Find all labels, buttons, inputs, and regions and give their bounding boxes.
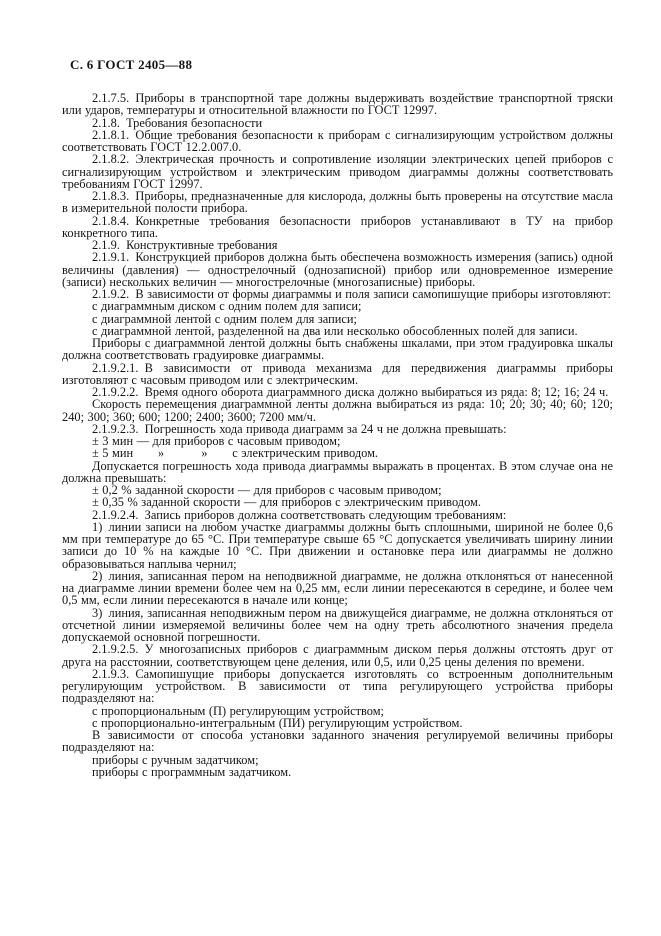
paragraph: с диаграммной лентой с одним полем для записи; [92,311,357,326]
paragraph: ± 3 мин — для приборов с часовым приводом; [92,434,341,448]
paragraph: ± 0,35 % заданной скорости — для приборов с электрическим приводом. [92,495,481,510]
paragraph: Скорость перемещения диаграммной ленты должна выбираться из ряда: 10; 20; 30; 40; 60; 120; 240; 300; 360; 600; 1200; 2400; 3600; 7200 мм/ч. [62,397,613,424]
paragraph: 2.1.7.5. Приборы в транспортной таре должны выдерживать воздействие транспортной тряски или ударов, температуры и относительной влажности по ГОСТ 12997. [62,91,613,118]
paragraph: 2.1.9.2.5. У многозаписных приборов с диаграммным диском перья должны отстоять друг от друга на расстоянии, соответствующем цене деления, или 0,5, или 0,25 цены деления по времени. [62,642,613,669]
paragraph: 2.1.8.3. Приборы, предназначенные для кислорода, должны быть проверены на отсутствие масла в измерительной полости прибора. [62,189,613,216]
paragraph: 2.1.8.1. Общие требования безопасности к приборам с сигнализирующим устройством должны соответствовать ГОСТ 12.2.007.0. [62,127,613,154]
paragraph: 1) линии записи на любом участке диаграммы должны быть сплошными, шириной не более 0,6 мм при температуре до 65 °С. При температуре свыше 65 °С допускается увеличивать ширину линии записи до 10 % на каждые 10 °С. При движении и остановке пера или диаграммы не должно образовываться наплыва чернил; [62,519,613,571]
paragraph: 2.1.9.2.4. Запись приборов должна соответствовать следующим требованиям: [92,507,507,522]
paragraph: приборы с ручным задатчиком; [92,752,259,767]
paragraph: с диаграммной лентой, разделенной на два или несколько обособленных полей для записи. [92,323,578,338]
paragraph: 2.1.9.3. Самопишущие приборы допускается изготовлять со встроенным дополнительным регулирующим устройством. В зависимости от типа регулирующего устройства приборы подразделяют на: [62,666,613,706]
paragraph: Допускается погрешность хода привода диаграммы выражать в процентах. В этом случае она не должна превышать: [62,458,613,485]
paragraph: с диаграммным диском с одним полем для записи; [92,299,362,314]
paragraph: Приборы с диаграммной лентой должны быть снабжены шкалами, при этом градуировка шкалы должна соответствовать градуировке диаграммы. [62,336,613,363]
paragraph: 2.1.9. Конструктивные требования [92,238,278,252]
paragraph: 2.1.9.2.2. Время одного оборота диаграммного диска должно выбираться из ряда: 8; 12; 16; 24 ч. [92,385,609,399]
paragraph: 2) линия, записанная пером на неподвижной диаграмме, не должна отклоняться от нанесенной на диаграмме линии времени более чем на 0,25 мм, если линии пересекаются в середине, и более чем 0,5 мм, если линии пересекаются в начале или конце; [62,568,613,608]
paragraph: 2.1.8.4. Конкретные требования безопасности приборов устанавливают в ТУ на прибор конкретного типа. [62,213,613,240]
paragraph: 2.1.9.2.3. Погрешность хода привода диаграмм за 24 ч не должна превышать: [92,421,507,436]
paragraph: приборы с программным задатчиком. [92,764,292,779]
paragraph: 2.1.9.1. Конструкцией приборов должна быть обеспечена возможность измерения (запись) одной величины (давления) — однострелочный (однозаписной) прибор или одновременное измерение (записи) нескольких величин — многострелочные (многозаписные) приборы. [62,250,613,289]
paragraph: 2.1.9.2.1. В зависимости от привода механизма для передвижения диаграммы приборы изготовляют с часовым приводом или с электрическим. [62,360,613,387]
paragraph: ± 0,2 % заданной скорости — для приборов с часовым приводом; [92,483,442,497]
paragraph: 2.1.8.2. Электрическая прочность и сопротивление изоляции электрических цепей приборов с сигнализирующим устройством и электрическим приводом диаграммы должны соответствовать требованиям ГОСТ 12997. [62,152,613,191]
paragraph: 2.1.8. Требования безопасности [92,115,263,130]
paragraph: ± 5 мин » » с электрическим приводом. [92,446,379,461]
paragraph: 2.1.9.2. В зависимости от формы диаграммы и поля записи самопишущие приборы изготовляют: [92,287,611,301]
paragraph: 3) линия, записанная неподвижным пером на движущейся диаграмме, не должна отклоняться от отсчетной линии измеряемой величины более чем на одну треть абсолютного значения предела допускаемой основной погрешности. [62,605,613,644]
paragraph: с пропорционально-интегральным (ПИ) регулирующим устройством. [92,715,463,730]
paragraph: В зависимости от способа установки заданного значения регулируемой величины приборы подразделяют на: [62,728,613,755]
page-header: С. 6 ГОСТ 2405—88 [70,57,193,72]
paragraph: с пропорциональным (П) регулирующим устройством; [92,703,385,718]
document-body [62,92,613,778]
